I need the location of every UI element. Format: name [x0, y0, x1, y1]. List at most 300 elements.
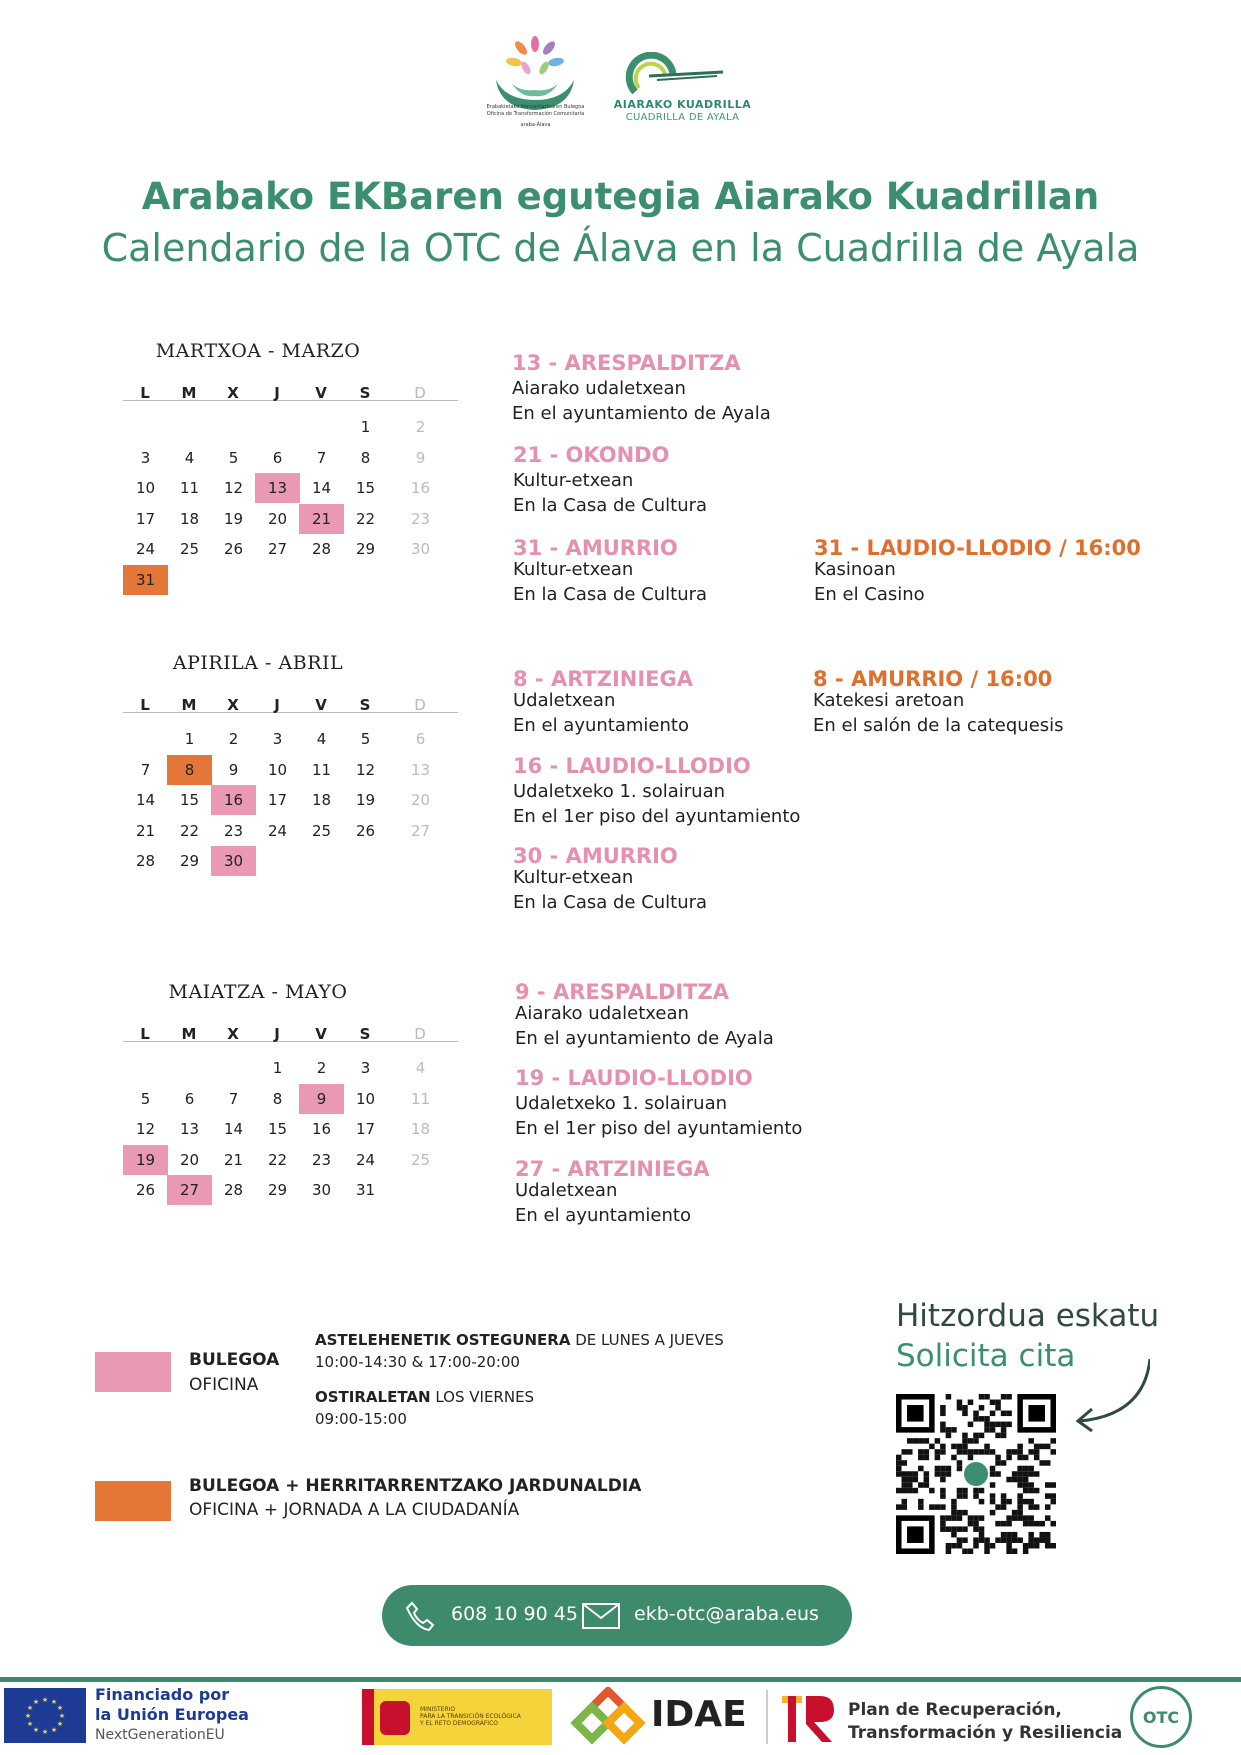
plan-text-2: Transformación y Resiliencia [848, 1723, 1123, 1743]
qr-module [968, 1455, 974, 1461]
qr-module [951, 1543, 957, 1549]
qr-module [1006, 1499, 1012, 1505]
svg-text:★: ★ [50, 1726, 58, 1734]
qr-module [913, 1471, 919, 1477]
qr-module [951, 1532, 957, 1538]
qr-module [1012, 1548, 1018, 1554]
qr-module [957, 1460, 963, 1466]
event-place-es: En la Casa de Cultura [513, 584, 708, 605]
qr-module [990, 1422, 996, 1428]
calendar-day: 5 [360, 730, 371, 748]
qr-module [1006, 1394, 1012, 1400]
qr-module [962, 1493, 968, 1499]
qr-module [1012, 1532, 1018, 1538]
qr-module [913, 1438, 919, 1444]
svg-text:★: ★ [41, 1696, 49, 1704]
event-heading: 9 - ARESPALDITZA [515, 980, 729, 1004]
otc-flower-icon [478, 32, 593, 114]
qr-module [1028, 1499, 1034, 1505]
qr-module [1050, 1521, 1056, 1527]
event-place-eu: Kultur-etxean [513, 559, 634, 580]
qr-module [1039, 1537, 1045, 1543]
qr-module [951, 1510, 957, 1516]
qr-module [990, 1411, 996, 1417]
calendar-day: 10 [135, 479, 156, 497]
calendar-day: 1 [360, 418, 371, 436]
qr-module [1028, 1466, 1034, 1472]
qr-module [896, 1466, 902, 1472]
event-place-eu: Kasinoan [814, 559, 896, 580]
qr-module [979, 1449, 985, 1455]
calendar-day: 5 [228, 448, 239, 467]
calendar-day: 26 [355, 821, 376, 840]
legend-combined-es: OFICINA + JORNADA A LA CIUDADANÍA [189, 1500, 520, 1520]
qr-module [951, 1427, 957, 1433]
weekday-label: D [414, 696, 426, 714]
qr-module [973, 1521, 979, 1527]
qr-module [1001, 1493, 1007, 1499]
event-heading: 16 - LAUDIO-LLODIO [513, 754, 751, 778]
calendar-day: 21 [223, 1150, 244, 1169]
qr-module [968, 1422, 974, 1428]
calendar-day: 8 [272, 1089, 283, 1108]
qr-module [973, 1543, 979, 1549]
calendar-day: 30 [410, 540, 431, 558]
calendar-day: 16 [311, 1120, 332, 1138]
qr-module [951, 1515, 957, 1521]
calendar-day: 19 [123, 1145, 168, 1175]
weekday-label: S [359, 384, 371, 402]
qr-module [902, 1449, 908, 1455]
event-item [513, 442, 707, 518]
qr-module [957, 1537, 963, 1543]
calendar-day: 1 [184, 730, 195, 748]
qr-module [940, 1477, 946, 1483]
calendar-day: 20 [179, 1150, 200, 1169]
qr-module [1017, 1455, 1023, 1461]
calendar-day: 26 [135, 1181, 156, 1199]
event-place-eu: Katekesi aretoan [813, 690, 965, 711]
qr-module [973, 1438, 979, 1444]
calendar-day: 24 [355, 1150, 376, 1169]
qr-module [1045, 1504, 1051, 1510]
ministry-text-3: Y EL RETO DEMOGRÁFICO [420, 1720, 498, 1727]
calendar-day: 29 [179, 852, 200, 870]
qr-module [940, 1444, 946, 1450]
recovery-plan-emblem-icon [778, 1690, 836, 1748]
qr-module [940, 1471, 946, 1477]
calendar-day: 5 [140, 1089, 151, 1108]
otc-logo-text-2: Oficina de Transformación Comunitaria [486, 111, 585, 117]
qr-module [957, 1400, 963, 1406]
page-title-eu: Arabako EKBaren egutegia Aiarako Kuadrillan [141, 175, 1100, 218]
qr-module [1017, 1504, 1023, 1510]
calendar-day: 15 [355, 479, 376, 497]
qr-module [1028, 1532, 1034, 1538]
mail-icon [582, 1603, 620, 1629]
qr-module [957, 1449, 963, 1455]
qr-module [929, 1504, 935, 1510]
qr-module [957, 1488, 963, 1494]
qr-module [995, 1504, 1001, 1510]
qr-module [951, 1526, 957, 1532]
ayala-logo-name-es: CUADRILLA DE AYALA [625, 112, 740, 123]
qr-module [990, 1427, 996, 1433]
qr-module [1028, 1449, 1034, 1455]
legend-office-es: OFICINA [189, 1375, 259, 1395]
qr-module [1034, 1543, 1040, 1549]
svg-text:★: ★ [24, 1712, 32, 1720]
otc-logo-text-3: araba·Álava [520, 122, 551, 128]
qr-module [902, 1460, 908, 1466]
qr-module [973, 1526, 979, 1532]
qr-module [973, 1416, 979, 1422]
qr-module [940, 1526, 946, 1532]
qr-module [940, 1422, 946, 1428]
qr-module [902, 1471, 908, 1477]
calendar-title: MAIATZA - MAYO [168, 981, 348, 1003]
qr-module [979, 1394, 985, 1400]
qr-module [1045, 1444, 1051, 1450]
footer-eu-line2: la Unión Europea [95, 1705, 249, 1724]
qr-module [990, 1466, 996, 1472]
qr-module [1006, 1411, 1012, 1417]
qr-module [1017, 1449, 1023, 1455]
calendar-title: MARTXOA - MARZO [155, 340, 361, 362]
qr-module [918, 1504, 924, 1510]
qr-module [1001, 1427, 1007, 1433]
qr-module [946, 1427, 952, 1433]
qr-module [1023, 1477, 1029, 1483]
qr-module [907, 1488, 913, 1494]
qr-module [946, 1471, 952, 1477]
svg-text:★: ★ [26, 1720, 34, 1728]
qr-code-icon[interactable] [896, 1394, 1056, 1554]
hours-weekdays-time: 10:00-14:30 & 17:00-20:00 [315, 1353, 520, 1371]
qr-module [1012, 1537, 1018, 1543]
calendar-day: 29 [267, 1181, 288, 1199]
qr-module [924, 1471, 930, 1477]
qr-module [896, 1504, 902, 1510]
calendar-day: 12 [355, 760, 376, 779]
svg-text:★: ★ [50, 1698, 58, 1706]
svg-text:★: ★ [32, 1698, 40, 1706]
qr-module [946, 1466, 952, 1472]
qr-module [1001, 1394, 1007, 1400]
calendar-day: 3 [360, 1059, 371, 1077]
calendar-day: 19 [223, 509, 244, 528]
qr-module [1045, 1532, 1051, 1538]
qr-module [1017, 1510, 1023, 1516]
qr-module [984, 1416, 990, 1422]
calendar-day: 30 [311, 1181, 332, 1199]
idae-text: IDAE [651, 1694, 747, 1735]
qr-module [957, 1543, 963, 1549]
calendar-day: 13 [179, 1120, 200, 1138]
qr-module [1039, 1521, 1045, 1527]
qr-module [973, 1493, 979, 1499]
qr-module [1023, 1471, 1029, 1477]
legend-swatch-combined [95, 1481, 171, 1521]
qr-module [995, 1405, 1001, 1411]
calendar-day: 12 [223, 479, 244, 497]
qr-module [1045, 1515, 1051, 1521]
qr-module [1017, 1444, 1023, 1450]
weekday-label: J [274, 1025, 280, 1043]
qr-module [973, 1449, 979, 1455]
qr-module [962, 1449, 968, 1455]
calendar-day: 2 [316, 1059, 327, 1077]
event-item [515, 979, 774, 1051]
qr-module [962, 1433, 968, 1439]
legend-swatch-office [95, 1352, 171, 1392]
qr-module [995, 1521, 1001, 1527]
event-heading: 8 - ARTZINIEGA [513, 667, 694, 691]
phone-icon [404, 1600, 436, 1632]
qr-module [918, 1449, 924, 1455]
qr-module [957, 1493, 963, 1499]
qr-module [1023, 1466, 1029, 1472]
qr-module [946, 1543, 952, 1549]
qr-module [990, 1471, 996, 1477]
qr-module [968, 1515, 974, 1521]
qr-module [940, 1449, 946, 1455]
qr-module [924, 1438, 930, 1444]
calendar-day: 23 [410, 509, 431, 528]
qr-module [1045, 1493, 1051, 1499]
calendar-day: 22 [267, 1150, 288, 1169]
qr-module [1045, 1482, 1051, 1488]
qr-module [984, 1444, 990, 1450]
svg-text:★: ★ [58, 1712, 66, 1720]
hours-weekdays-es: DE LUNES A JUEVES [575, 1331, 724, 1349]
calendar-day: 6 [415, 730, 426, 748]
calendar-day: 15 [267, 1120, 288, 1138]
qr-module [979, 1532, 985, 1538]
weekday-label: V [315, 1025, 327, 1043]
calendar-day: 22 [179, 821, 200, 840]
calendar-day: 2 [415, 418, 426, 436]
event-heading: 21 - OKONDO [513, 443, 670, 467]
qr-module [940, 1515, 946, 1521]
qr-module [946, 1548, 952, 1554]
qr-module [1023, 1499, 1029, 1505]
weekday-label: X [227, 696, 239, 714]
ayala-logo-name-eu: AIARAKO KUADRILLA [613, 98, 752, 111]
qr-module [940, 1521, 946, 1527]
calendar-day: 28 [311, 540, 332, 558]
weekday-label: D [414, 384, 426, 402]
weekday-label: X [227, 384, 239, 402]
calendar-day: 8 [360, 448, 371, 467]
calendar-day: 6 [272, 448, 283, 467]
otc-badge-icon [1130, 1686, 1192, 1748]
calendar-day: 26 [223, 540, 244, 558]
svg-text:★: ★ [56, 1720, 64, 1728]
qr-module [1006, 1548, 1012, 1554]
qr-module [962, 1488, 968, 1494]
qr-module [1034, 1455, 1040, 1461]
qr-module [990, 1543, 996, 1549]
qr-module [1028, 1543, 1034, 1549]
calendar-day: 3 [272, 730, 283, 748]
calendar-day: 21 [299, 504, 344, 534]
weekday-label: L [140, 384, 150, 402]
calendar-day: 14 [311, 479, 332, 497]
event-place-es: En el ayuntamiento [515, 1205, 691, 1226]
qr-module [1023, 1548, 1029, 1554]
legend-combined-eu: BULEGOA + HERRITARRENTZAKO JARDUNALDIA [189, 1476, 642, 1496]
qr-module [1039, 1532, 1045, 1538]
calendar-day: 18 [179, 509, 200, 528]
calendar-day: 9 [228, 760, 239, 779]
qr-module [946, 1433, 952, 1439]
otc-badge-text: OTC [1142, 1708, 1180, 1727]
qr-module [1028, 1521, 1034, 1527]
qr-module [1045, 1537, 1051, 1543]
qr-module [957, 1526, 963, 1532]
hours-weekdays-eu: ASTELEHENETIK OSTEGUNERA [315, 1331, 571, 1349]
qr-module [957, 1515, 963, 1521]
qr-module [1006, 1477, 1012, 1483]
event-place-eu: Kultur-etxean [513, 470, 634, 491]
qr-module [973, 1515, 979, 1521]
qr-module [1006, 1543, 1012, 1549]
qr-module [984, 1427, 990, 1433]
qr-module [1028, 1515, 1034, 1521]
qr-module [896, 1471, 902, 1477]
weekday-label: L [140, 696, 150, 714]
qr-module [951, 1499, 957, 1505]
qr-module [973, 1411, 979, 1417]
qr-module [995, 1460, 1001, 1466]
qr-module [968, 1400, 974, 1406]
calendar-day: 8 [167, 755, 212, 785]
footer-eu-line3: NextGenerationEU [95, 1727, 225, 1743]
event-place-es: En el ayuntamiento de Ayala [515, 1028, 774, 1049]
qr-module [1034, 1444, 1040, 1450]
qr-module [1017, 1466, 1023, 1472]
qr-module [973, 1433, 979, 1439]
plan-text-1: Plan de Recuperación, [848, 1700, 1062, 1720]
qr-module [1001, 1537, 1007, 1543]
qr-module [957, 1510, 963, 1516]
calendar-day: 19 [355, 791, 376, 809]
footer-eu-line1: Financiado por [95, 1685, 230, 1704]
qr-module [1012, 1515, 1018, 1521]
qr-module [962, 1411, 968, 1417]
qr-module [1001, 1532, 1007, 1538]
event-heading: 19 - LAUDIO-LLODIO [515, 1066, 753, 1090]
calendar-day: 7 [140, 760, 151, 779]
event-heading: 8 - AMURRIO / 16:00 [813, 667, 1053, 691]
qr-module [935, 1438, 941, 1444]
qr-module [918, 1466, 924, 1472]
qr-module [1023, 1521, 1029, 1527]
event-heading: 31 - LAUDIO-LLODIO / 16:00 [814, 536, 1141, 560]
appointment-title-eu: Hitzordua eskatu [896, 1298, 1160, 1334]
weekday-label: X [227, 1025, 239, 1043]
contact-email[interactable]: ekb-otc@araba.eus [634, 1603, 819, 1625]
qr-module [957, 1466, 963, 1472]
footer-divider [0, 1677, 1241, 1682]
otc-logo [478, 32, 593, 144]
calendar-day: 16 [410, 479, 431, 497]
qr-finder [907, 1405, 924, 1422]
qr-module [1017, 1477, 1023, 1483]
event-place-es: En el 1er piso del ayuntamiento [513, 806, 801, 827]
qr-module [1001, 1411, 1007, 1417]
qr-module [1001, 1521, 1007, 1527]
qr-module [918, 1482, 924, 1488]
qr-module [1023, 1455, 1029, 1461]
event-place-es: En el Casino [814, 584, 925, 605]
qr-module [1045, 1543, 1051, 1549]
qr-module [918, 1455, 924, 1461]
event-place-eu: Udaletxean [513, 690, 616, 711]
weekday-label: V [315, 696, 327, 714]
calendar-day: 25 [179, 540, 200, 558]
qr-module [924, 1449, 930, 1455]
calendar-day: 18 [410, 1120, 431, 1138]
qr-module [1039, 1460, 1045, 1466]
qr-module [924, 1455, 930, 1461]
calendar-day: 31 [355, 1181, 376, 1199]
qr-module [979, 1488, 985, 1494]
qr-module [1050, 1499, 1056, 1505]
qr-module [1028, 1482, 1034, 1488]
qr-module [940, 1427, 946, 1433]
qr-module [935, 1455, 941, 1461]
qr-module [1017, 1499, 1023, 1505]
calendar-day: 20 [267, 509, 288, 528]
weekday-label: J [274, 384, 280, 402]
qr-module [935, 1449, 941, 1455]
calendar-day: 28 [135, 852, 156, 870]
coat-of-arms-icon [380, 1701, 410, 1735]
event-place-eu: Kultur-etxean [513, 867, 634, 888]
qr-module [951, 1504, 957, 1510]
qr-module [946, 1515, 952, 1521]
qr-module [1034, 1471, 1040, 1477]
qr-module [1028, 1438, 1034, 1444]
qr-module [995, 1400, 1001, 1406]
qr-module [907, 1482, 913, 1488]
qr-finder [907, 1526, 924, 1543]
event-place-eu: Aiarako udaletxean [515, 1003, 689, 1024]
qr-module [913, 1477, 919, 1483]
legend-hours-weekdays [315, 1329, 724, 1351]
eu-flag-icon [4, 1688, 86, 1743]
qr-module [973, 1488, 979, 1494]
calendar-day: 7 [228, 1089, 239, 1108]
calendar-day: 11 [179, 479, 200, 497]
qr-module [913, 1488, 919, 1494]
calendar-day: 18 [311, 791, 332, 809]
calendar-day: 31 [123, 565, 168, 595]
svg-text:★: ★ [26, 1704, 34, 1712]
event-heading: 13 - ARESPALDITZA [512, 351, 741, 375]
qr-module [1017, 1515, 1023, 1521]
qr-module [1034, 1488, 1040, 1494]
qr-module [940, 1411, 946, 1417]
contact-phone[interactable]: 608 10 90 45 [451, 1603, 578, 1625]
qr-module [951, 1455, 957, 1461]
event-place-es: En la Casa de Cultura [513, 495, 708, 516]
calendar-day: 4 [316, 730, 327, 748]
qr-module [990, 1510, 996, 1516]
qr-module [940, 1488, 946, 1494]
